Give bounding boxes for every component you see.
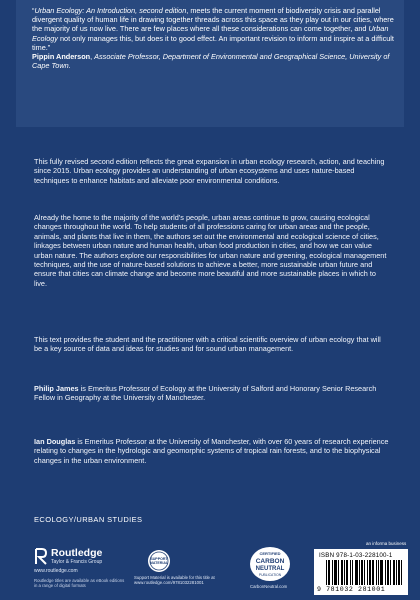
barcode-bar <box>370 560 371 585</box>
routledge-logo-icon <box>34 548 47 565</box>
author-name-2: Ian Douglas <box>34 437 76 446</box>
barcode-bar <box>334 560 335 585</box>
quote-title: Urban Ecology: An Introduction, second edition <box>34 6 187 15</box>
barcode-bar <box>364 560 365 585</box>
carbon-line2: CARBON <box>255 558 285 565</box>
barcode-bar <box>382 560 383 585</box>
carbon-neutral-icon <box>248 545 292 583</box>
carbon-neutral-url: CarbonNeutral.com <box>250 584 288 589</box>
endorsement-quote <box>16 0 404 127</box>
barcode-bar <box>335 560 336 585</box>
barcode-bar <box>380 560 381 585</box>
quote-body-part2: not only manages this, but does it to good effect. An important revision to inform and inspire at a difficult time.” <box>32 33 394 52</box>
barcode-bar <box>373 560 374 585</box>
barcode-bar <box>341 560 342 585</box>
publisher-logo <box>34 548 124 589</box>
barcode-bar <box>376 560 377 585</box>
quote-text: “Urban Ecology: An Introduction, second edition, meets the current moment of biodiversity crisis and parallel divergent quality of human life in drawing together threads across this space as they play out in our cities, where the majority of us now live. There are few places where all these considerations can come together, and Urban Ecology not only manages this, but does it to good effect. An important revision to inform and inspire at a difficult time.” <box>32 6 394 52</box>
author-bio-text-1: is Emeritus Professor of Ecology at the University of Salford and Honorary Senior Research Fellow in Geography at the University of Manchester. <box>34 384 377 403</box>
ebook-availability: Routledge titles are available as eBook editions in a range of digital formats <box>34 578 125 589</box>
barcode-bar <box>387 560 388 585</box>
barcode-bar <box>357 560 358 585</box>
barcode-bar <box>355 560 356 585</box>
barcode-bar <box>326 560 327 585</box>
barcode-bar <box>367 560 368 585</box>
barcode-bar <box>328 560 329 585</box>
support-badge-line1: SUPPORT <box>150 557 168 561</box>
carbon-line3: NEUTRAL <box>255 566 285 572</box>
subject-category: ECOLOGY/URBAN STUDIES <box>34 515 143 524</box>
barcode-bar <box>346 560 347 585</box>
barcode-bar <box>332 560 333 585</box>
attribution-name: Pippin Anderson <box>32 52 91 62</box>
author-bio-1 <box>34 384 389 403</box>
description-paragraph-1: This fully revised second edition reflects the great expansion in urban ecology research, action, and teaching since 2015. Urban ecology provides an understanding of urban ecosystems and uses nature-based techniques to enhance habitats and alleviate poor environmental conditions. <box>34 157 385 185</box>
barcode-bar <box>381 560 382 585</box>
barcode-bar <box>352 560 353 585</box>
barcode-bar <box>372 560 373 585</box>
description-paragraph-2: Already the home to the majority of the world’s people, urban areas continue to grow, causing ecological changes throughout the world. To help students of all professions caring for urban areas and the people, animals, and plants that live in them, the authors set out the environmental and ecological science of cities, linkages between urban nature and human health, urban food production in cities, and how we can value urban nature. The authors explore our responsibilities for urban nature and greening, ecological management techniques, and the use of nature-based solutions to achieve a better, more sustainable urban future and ensure that cities can climate change and become more beautiful and more sustainable places in which to live. <box>34 213 387 288</box>
barcode-bar <box>393 560 394 585</box>
barcode-bar <box>378 560 379 585</box>
isbn-digits: 9 781032 281001 <box>317 586 386 593</box>
barcode-bar <box>336 560 337 585</box>
barcode-bar <box>356 560 357 585</box>
isbn-label: ISBN 978-1-03-228100-1 <box>319 552 393 559</box>
isbn-barcode <box>314 549 408 595</box>
attribution-role: Associate Professor, Department of Environmental and Geographical Science, University of Cape Town. <box>32 52 390 71</box>
barcode-bar <box>385 560 386 585</box>
barcode-bar <box>342 560 343 585</box>
quote-inline-title: Urban Ecology <box>32 24 389 43</box>
barcode-bar <box>347 560 348 585</box>
carbon-line1: CERTIFIED <box>259 551 281 556</box>
publisher-url: www.routledge.com <box>34 568 78 574</box>
barcode-bar <box>396 560 397 585</box>
carbon-line4: PUBLICATION <box>258 573 282 577</box>
barcode-bar <box>338 560 339 585</box>
support-material-text: Support Material is available for this title at www.routledge.com/9781032281001 <box>134 575 215 586</box>
barcode-bar <box>394 560 395 585</box>
quote-body-part1: , meets the current moment of biodiversity crisis and parallel divergent quality of human life in drawing together threads across this space as they play out in our cities, where the majority of us now live. There are few places where all these considerations can come together, and <box>32 6 394 34</box>
author-name-1: Philip James <box>34 384 79 393</box>
barcode-bar <box>398 560 399 585</box>
barcode-bar <box>399 560 400 585</box>
barcode-bar <box>388 560 389 585</box>
description-paragraph-3: This text provides the student and the practitioner with a critical scientific overview of urban ecology that will be a key source of data and ideas for studies and for sound urban management. <box>34 335 381 354</box>
publisher-name: Routledge <box>51 547 103 559</box>
barcode-bar <box>361 560 362 585</box>
barcode-bar <box>362 560 363 585</box>
barcode-bar <box>329 560 330 585</box>
informa-brand: an informa business <box>366 541 407 546</box>
author-bio-2 <box>34 437 389 465</box>
support-material-icon <box>147 549 171 573</box>
barcode-icon <box>326 560 402 585</box>
author-bio-text-2: is Emeritus Professor at the University of Manchester, with over 60 years of research experience relating to changes in the hydrologic and geomorphic systems of tropical rain forests, and to the biophysical changes in the urban environment. <box>34 437 389 465</box>
barcode-bar <box>401 560 402 585</box>
barcode-bar <box>344 560 345 585</box>
support-badge-line2: MATERIAL <box>149 561 169 565</box>
publisher-group: Taylor & Francis Group <box>51 559 103 565</box>
barcode-bar <box>359 560 360 585</box>
barcode-bar <box>390 560 391 585</box>
barcode-bar <box>350 560 351 585</box>
quote-attribution: Pippin Anderson, Associate Professor, Department of Environmental and Geographical Science, University of Cape Town. <box>32 52 390 71</box>
barcode-bar <box>369 560 370 585</box>
